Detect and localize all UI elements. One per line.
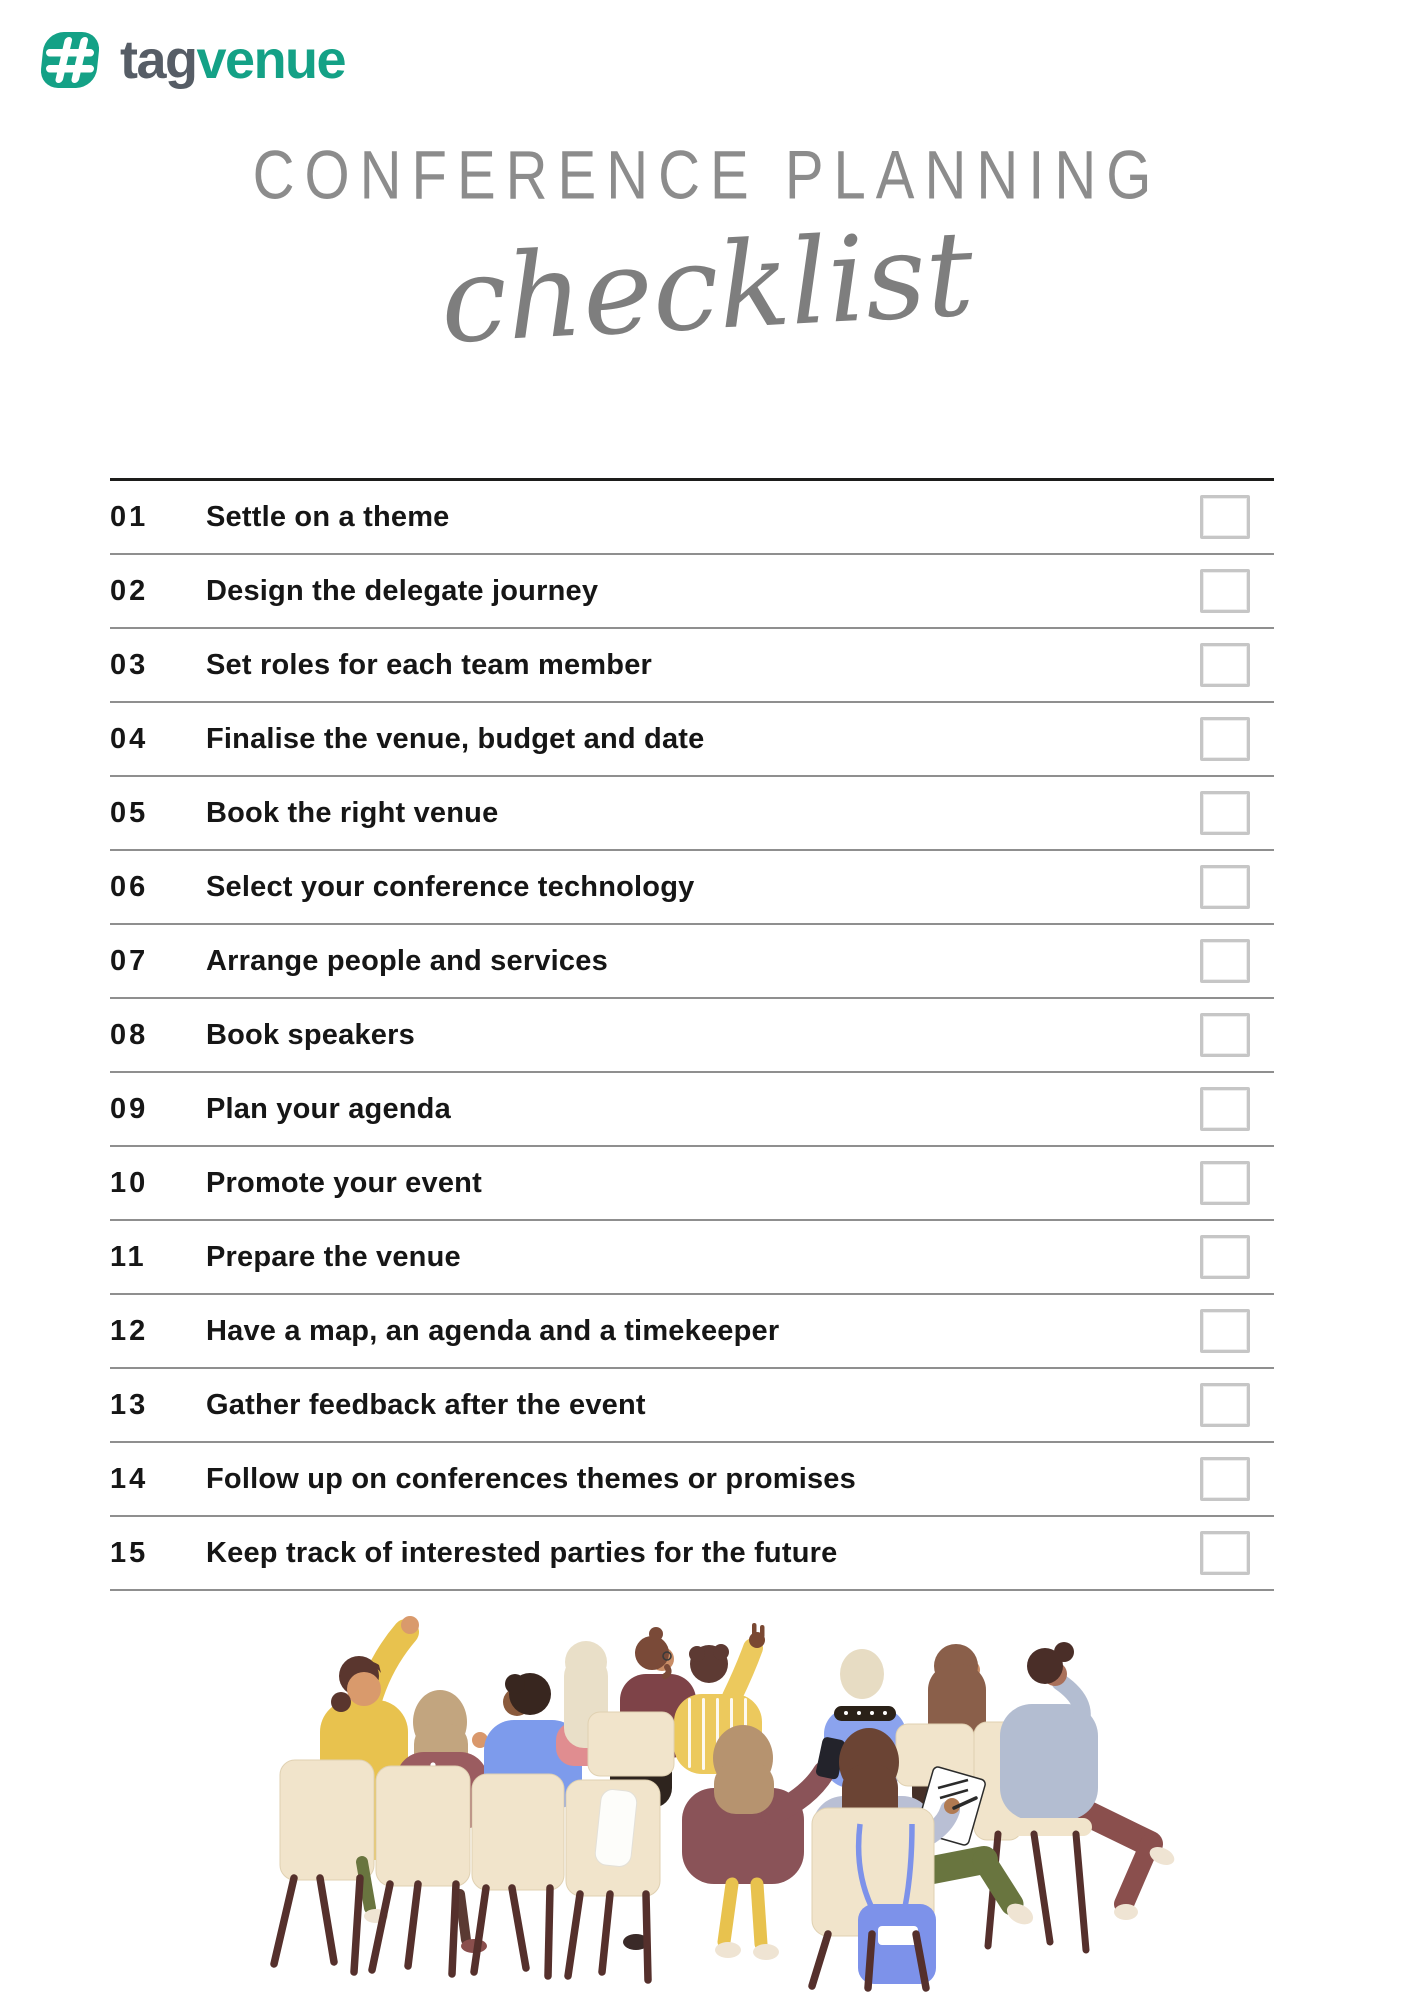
row-number: 09 (110, 1092, 149, 1125)
page-subtitle-script: checklist (437, 204, 977, 370)
row-checkbox[interactable] (1200, 939, 1250, 983)
row-number: 04 (110, 722, 149, 755)
logo-word-venue: venue (196, 30, 346, 90)
row-label: Settle on a theme (206, 500, 450, 533)
checklist-row (110, 703, 1274, 777)
row-label: Book speakers (206, 1018, 415, 1051)
row-checkbox[interactable] (1200, 1013, 1250, 1057)
row-number: 15 (110, 1536, 149, 1569)
checklist-row (110, 1221, 1274, 1295)
row-number: 05 (110, 796, 149, 829)
row-checkbox[interactable] (1200, 791, 1250, 835)
row-checkbox[interactable] (1200, 1383, 1250, 1427)
row-checkbox[interactable] (1200, 1531, 1250, 1575)
row-checkbox[interactable] (1200, 1309, 1250, 1353)
logo-wordmark (120, 26, 345, 94)
hashtag-logo-icon (36, 26, 104, 94)
row-label: Select your conference technology (206, 870, 695, 903)
row-label: Keep track of interested parties for the future (206, 1536, 838, 1569)
checklist-row (110, 555, 1274, 629)
row-label: Follow up on conferences themes or promises (206, 1462, 856, 1495)
tagvenue-logo (36, 26, 345, 94)
row-checkbox[interactable] (1200, 569, 1250, 613)
row-label: Finalise the venue, budget and date (206, 722, 705, 755)
row-number: 03 (110, 648, 149, 681)
row-number: 11 (110, 1240, 147, 1273)
row-number: 07 (110, 944, 149, 977)
logo-word-tag: tag (120, 30, 197, 90)
row-checkbox[interactable] (1200, 643, 1250, 687)
checklist-row (110, 1073, 1274, 1147)
checklist-row (110, 629, 1274, 703)
row-number: 10 (110, 1166, 149, 1199)
row-number: 02 (110, 574, 149, 607)
row-checkbox[interactable] (1200, 717, 1250, 761)
checklist-row (110, 1369, 1274, 1443)
row-number: 12 (110, 1314, 149, 1347)
row-number: 06 (110, 870, 149, 903)
row-label: Prepare the venue (206, 1240, 461, 1273)
row-number: 13 (110, 1388, 149, 1421)
checklist-row (110, 1295, 1274, 1369)
conference-audience-illustration (212, 1612, 1197, 1997)
row-label: Set roles for each team member (206, 648, 653, 681)
row-label: Arrange people and services (206, 944, 608, 977)
row-checkbox[interactable] (1200, 1087, 1250, 1131)
checklist-table (110, 478, 1274, 1591)
row-checkbox[interactable] (1200, 1457, 1250, 1501)
row-checkbox[interactable] (1200, 1235, 1250, 1279)
row-checkbox[interactable] (1200, 865, 1250, 909)
row-label: Plan your agenda (206, 1092, 451, 1125)
draped-jacket (594, 1788, 638, 1867)
checklist-row (110, 1147, 1274, 1221)
checklist-row (110, 777, 1274, 851)
row-label: Design the delegate journey (206, 574, 599, 607)
row-label: Have a map, an agenda and a timekeeper (206, 1314, 780, 1347)
checklist-row (110, 999, 1274, 1073)
checklist-row (110, 925, 1274, 999)
checklist-row (110, 481, 1274, 555)
row-label: Gather feedback after the event (206, 1388, 646, 1421)
checklist-row (110, 1517, 1274, 1591)
chair-back-middle (588, 1712, 674, 1776)
row-number: 08 (110, 1018, 149, 1051)
row-number: 14 (110, 1462, 149, 1495)
row-label: Book the right venue (206, 796, 499, 829)
row-number: 01 (110, 500, 149, 533)
checklist-row (110, 851, 1274, 925)
row-checkbox[interactable] (1200, 495, 1250, 539)
row-label: Promote your event (206, 1166, 482, 1199)
page-title: CONFERENCE PLANNING (252, 137, 1162, 214)
row-checkbox[interactable] (1200, 1161, 1250, 1205)
checklist-row (110, 1443, 1274, 1517)
